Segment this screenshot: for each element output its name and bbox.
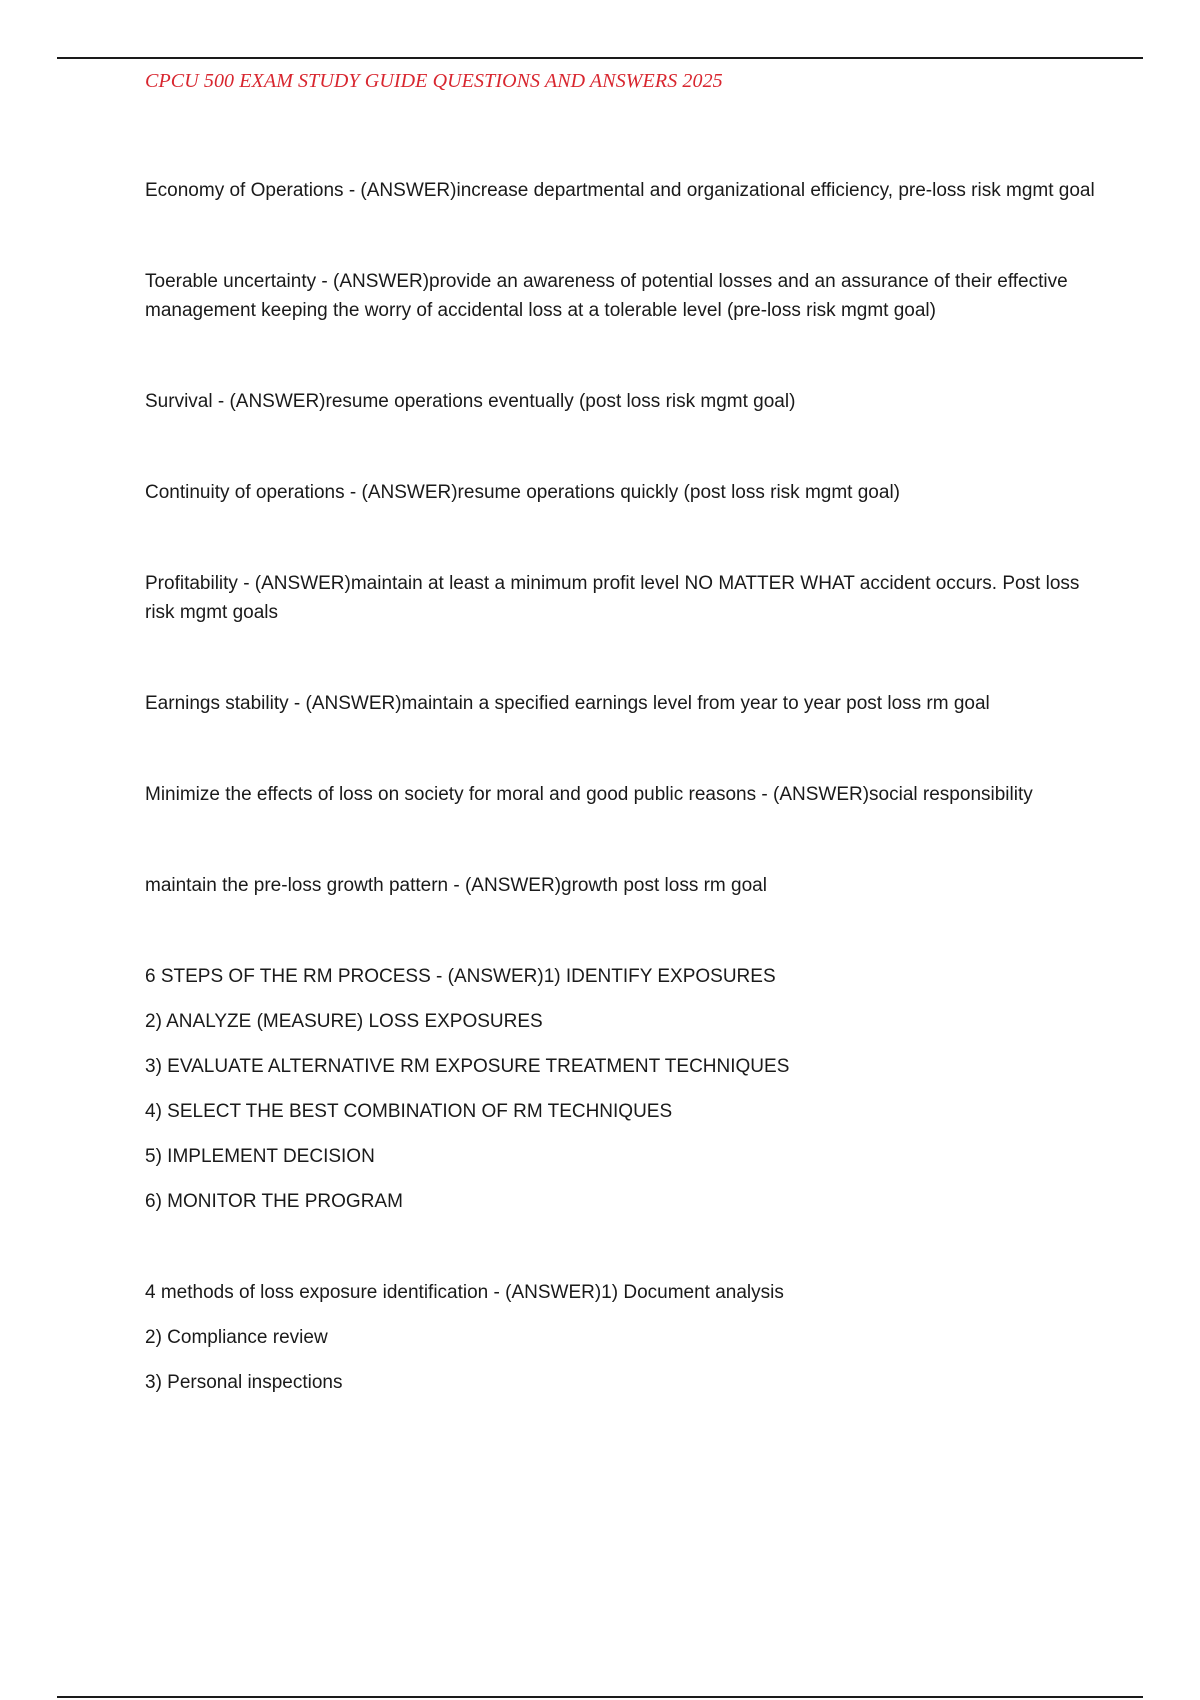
qa-entry-survival bbox=[145, 387, 1105, 416]
qa-entry-rm-process-steps bbox=[145, 962, 1105, 1216]
qa-entry-identification-methods bbox=[145, 1278, 1105, 1397]
qa-entry-text: Earnings stability - (ANSWER)maintain a specified earnings level from year to year post loss rm goal bbox=[145, 693, 990, 714]
bottom-rule bbox=[57, 1696, 1143, 1698]
qa-entry-text: Continuity of operations - (ANSWER)resume operations quickly (post loss risk mgmt goal) bbox=[145, 482, 900, 503]
qa-entry-growth bbox=[145, 871, 1105, 900]
rm-step-line: 6 STEPS OF THE RM PROCESS - (ANSWER)1) IDENTIFY EXPOSURES bbox=[145, 966, 776, 987]
rm-step-line: 5) IMPLEMENT DECISION bbox=[145, 1146, 375, 1167]
identification-method-line: 3) Personal inspections bbox=[145, 1372, 343, 1393]
qa-entry-social-responsibility bbox=[145, 780, 1105, 809]
document-header-title: CPCU 500 EXAM STUDY GUIDE QUESTIONS AND ANSWERS 2025 bbox=[145, 70, 723, 92]
qa-entry-text: Survival - (ANSWER)resume operations eventually (post loss risk mgmt goal) bbox=[145, 391, 796, 412]
qa-entry-text: Profitability - (ANSWER)maintain at least a minimum profit level NO MATTER WHAT accident occurs. Post loss risk mgmt goals bbox=[145, 573, 1080, 623]
qa-entry-text: Minimize the effects of loss on society for moral and good public reasons - (ANSWER)social responsibility bbox=[145, 784, 1033, 805]
rm-step-line: 2) ANALYZE (MEASURE) LOSS EXPOSURES bbox=[145, 1011, 543, 1032]
qa-entry-continuity-of-operations bbox=[145, 478, 1105, 507]
top-rule bbox=[57, 57, 1143, 59]
qa-entry-text: maintain the pre-loss growth pattern - (ANSWER)growth post loss rm goal bbox=[145, 875, 767, 896]
identification-method-line: 2) Compliance review bbox=[145, 1327, 328, 1348]
qa-entry-tolerable-uncertainty bbox=[145, 267, 1105, 325]
qa-entry-text: Economy of Operations - (ANSWER)increase departmental and organizational efficiency, pre-loss risk mgmt goal bbox=[145, 180, 1095, 201]
qa-entry-profitability bbox=[145, 569, 1105, 627]
qa-entry-earnings-stability bbox=[145, 689, 1105, 718]
qa-entry-text: Toerable uncertainty - (ANSWER)provide an awareness of potential losses and an assurance of their effective management keeping the worry of accidental loss at a tolerable level (pre-loss risk mgmt goal) bbox=[145, 271, 1068, 321]
rm-step-line: 3) EVALUATE ALTERNATIVE RM EXPOSURE TREATMENT TECHNIQUES bbox=[145, 1056, 790, 1077]
rm-step-line: 6) MONITOR THE PROGRAM bbox=[145, 1191, 403, 1212]
document-body bbox=[145, 176, 1105, 1459]
rm-step-line: 4) SELECT THE BEST COMBINATION OF RM TECHNIQUES bbox=[145, 1101, 673, 1122]
qa-entry-economy-of-operations bbox=[145, 176, 1105, 205]
identification-method-line: 4 methods of loss exposure identification - (ANSWER)1) Document analysis bbox=[145, 1282, 784, 1303]
